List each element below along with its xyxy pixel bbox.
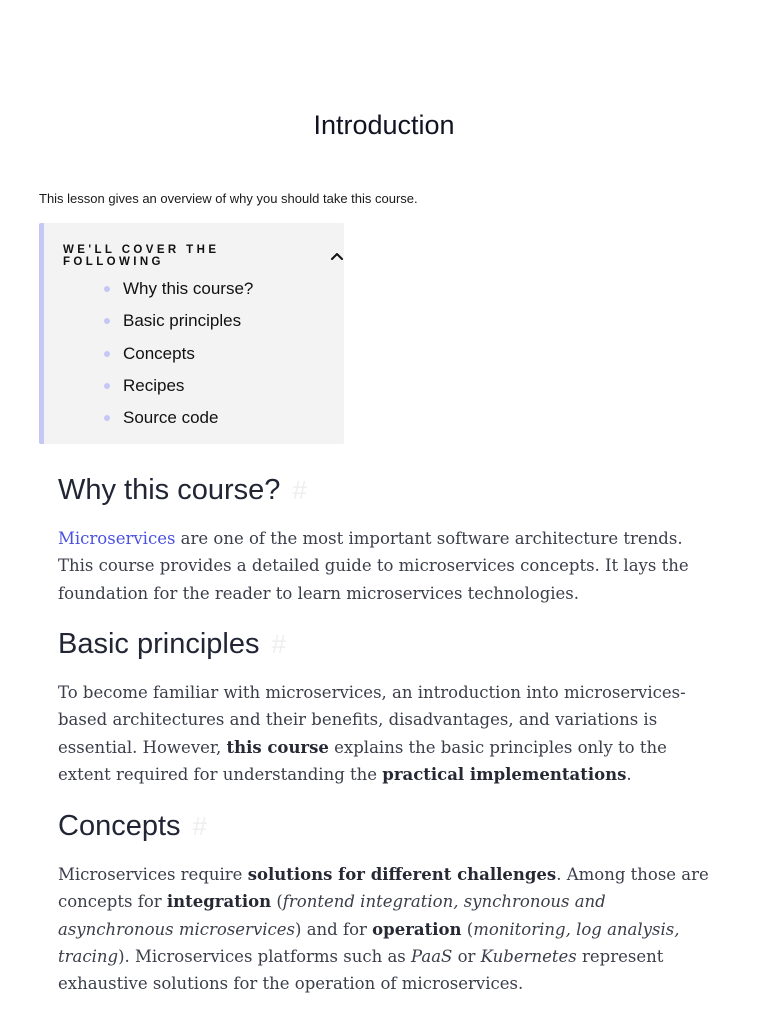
- paragraph-text: .: [626, 764, 632, 784]
- bold-text: practical implementations: [382, 764, 627, 784]
- toc-item-basic-principles[interactable]: [101, 305, 253, 337]
- paragraph-text: explains the basic principles only to the extent required for understanding the: [58, 737, 667, 784]
- section-heading-text: Basic principles: [58, 628, 260, 660]
- hash-anchor-icon[interactable]: #: [192, 811, 207, 841]
- section-heading-text: Why this course?: [58, 474, 281, 506]
- paragraph-text: (: [271, 892, 283, 912]
- toc-item-label: Source code: [123, 408, 219, 428]
- paragraph-text: ). Microservices platforms such as: [118, 946, 412, 966]
- toc-list: [101, 273, 253, 434]
- toc-item-recipes[interactable]: [101, 370, 253, 402]
- section-heading-basic-principles: [58, 628, 286, 661]
- bullet-icon: [104, 318, 110, 324]
- paragraph-text: or: [452, 946, 481, 966]
- paragraph-text: ) and for: [295, 919, 373, 939]
- bullet-icon: [104, 415, 110, 421]
- chevron-up-icon[interactable]: [330, 249, 344, 263]
- toc-header-label: WE'LL COVER THE FOLLOWING: [63, 244, 220, 268]
- italic-text: monitoring, log analysis, tracing: [58, 919, 680, 966]
- toc-header[interactable]: [63, 244, 344, 268]
- bold-text: this course: [226, 737, 329, 757]
- bullet-icon: [104, 286, 110, 292]
- section-heading-concepts: [58, 810, 207, 843]
- toc-item-label: Why this course?: [123, 279, 254, 299]
- paragraph-text: To become familiar with microservices, an introduction into microservices-based architectures and their benefits, disadvantages, and variations is essential. However,: [58, 683, 686, 757]
- italic-text: Kubernetes: [480, 946, 577, 966]
- paragraph-text: (: [461, 919, 474, 939]
- bullet-icon: [104, 383, 110, 389]
- italic-text: PaaS: [411, 946, 453, 966]
- italic-text: frontend integration, synchronous and asynchronous microservices: [58, 892, 606, 939]
- toc-item-label: Basic principles: [123, 311, 242, 331]
- toc-item-source-code[interactable]: [101, 402, 253, 434]
- toc-item-label: Recipes: [123, 376, 185, 396]
- bold-text: solutions for different challenges: [247, 865, 557, 884]
- bullet-icon: [104, 351, 110, 357]
- hash-anchor-icon[interactable]: #: [292, 475, 307, 505]
- hash-anchor-icon[interactable]: #: [271, 629, 286, 659]
- section-heading-text: Concepts: [58, 810, 181, 842]
- paragraph-text: represent exhaustive solutions for the operation of microservices.: [58, 946, 664, 994]
- paragraph-text: . Among those are concepts for: [58, 865, 709, 912]
- paragraph-text: Microservices require: [58, 865, 248, 884]
- section-heading-why-this-course: [58, 474, 307, 507]
- paragraph-text: are one of the most important software architecture trends. This course provides a detailed guide to microservices concepts. It lays the foundation for the reader to learn microservices technologies.: [58, 529, 689, 603]
- bold-text: operation: [372, 919, 462, 939]
- table-of-contents: [39, 223, 344, 444]
- paragraph-basic-principles: [58, 679, 718, 788]
- toc-item-concepts[interactable]: [101, 338, 253, 370]
- lesson-summary: This lesson gives an overview of why you should take this course.: [39, 191, 418, 206]
- toc-item-why-this-course[interactable]: [101, 273, 253, 305]
- bold-text: integration: [166, 892, 272, 912]
- page-title: Introduction: [313, 110, 455, 140]
- toc-item-label: Concepts: [123, 343, 195, 363]
- microservices-link[interactable]: Microservices: [58, 529, 176, 548]
- paragraph-why-this-course: [58, 525, 718, 607]
- paragraph-concepts: [58, 861, 718, 997]
